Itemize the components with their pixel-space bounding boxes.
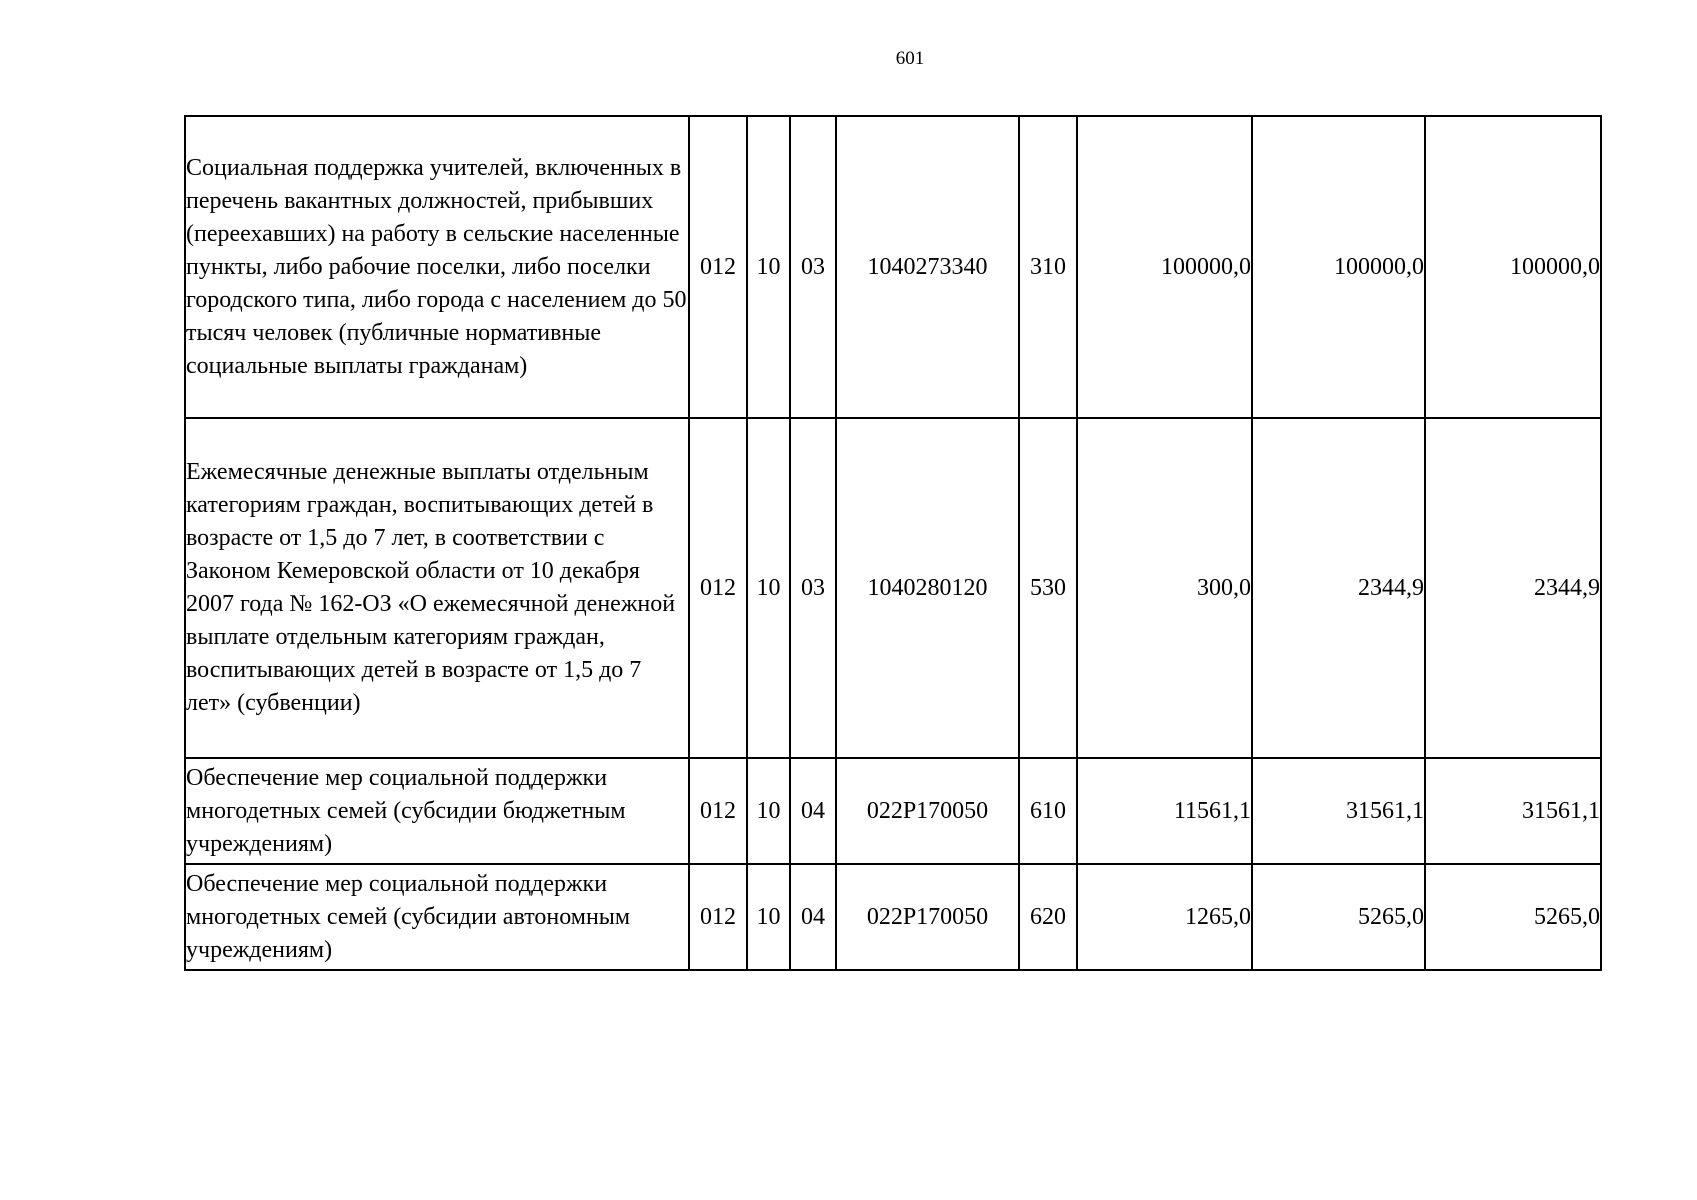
amount-year-3: 31561,1 <box>1425 758 1601 864</box>
row-description: Ежемесячные денежные выплаты отдельным категориям граждан, воспитывающих детей в возрасте от 1,5 до 7 лет, в соответствии с Законом Кемеровской области от 10 декабря 2007 года № 162-ОЗ «О ежемесячной денежной выплате отдельным категориям граждан, воспитывающих детей в возрасте от 1,5 до 7 лет» (субвенции) <box>185 418 689 758</box>
table-row <box>185 758 1601 864</box>
ministry-code: 012 <box>689 864 747 970</box>
expense-type-code: 610 <box>1019 758 1077 864</box>
amount-year-1: 300,0 <box>1077 418 1252 758</box>
amount-year-2: 2344,9 <box>1252 418 1425 758</box>
row-description: Социальная поддержка учителей, включенных в перечень вакантных должностей, прибывших (переехавших) на работу в сельские населенные пункты, либо рабочие поселки, либо поселки городского типа, либо города с населением до 50 тысяч человек (публичные нормативные социальные выплаты гражданам) <box>185 116 689 418</box>
section-code: 10 <box>747 116 790 418</box>
target-article-code: 1040273340 <box>836 116 1019 418</box>
target-article-code: 1040280120 <box>836 418 1019 758</box>
section-code: 10 <box>747 418 790 758</box>
amount-year-3: 2344,9 <box>1425 418 1601 758</box>
amount-year-3: 5265,0 <box>1425 864 1601 970</box>
amount-year-2: 31561,1 <box>1252 758 1425 864</box>
subsection-code: 04 <box>790 758 836 864</box>
table-row <box>185 864 1601 970</box>
subsection-code: 04 <box>790 864 836 970</box>
amount-year-3: 100000,0 <box>1425 116 1601 418</box>
page-number: 601 <box>895 48 925 69</box>
amount-year-1: 1265,0 <box>1077 864 1252 970</box>
table-row <box>185 116 1601 418</box>
table-row <box>185 418 1601 758</box>
budget-table <box>184 115 1602 971</box>
section-code: 10 <box>747 758 790 864</box>
ministry-code: 012 <box>689 758 747 864</box>
expense-type-code: 620 <box>1019 864 1077 970</box>
expense-type-code: 310 <box>1019 116 1077 418</box>
ministry-code: 012 <box>689 418 747 758</box>
subsection-code: 03 <box>790 418 836 758</box>
subsection-code: 03 <box>790 116 836 418</box>
section-code: 10 <box>747 864 790 970</box>
row-description: Обеспечение мер социальной поддержки многодетных семей (субсидии автономным учреждениям) <box>185 864 689 970</box>
row-description: Обеспечение мер социальной поддержки многодетных семей (субсидии бюджетным учреждениям) <box>185 758 689 864</box>
amount-year-2: 100000,0 <box>1252 116 1425 418</box>
target-article-code: 022P170050 <box>836 864 1019 970</box>
amount-year-1: 11561,1 <box>1077 758 1252 864</box>
amount-year-2: 5265,0 <box>1252 864 1425 970</box>
amount-year-1: 100000,0 <box>1077 116 1252 418</box>
expense-type-code: 530 <box>1019 418 1077 758</box>
ministry-code: 012 <box>689 116 747 418</box>
target-article-code: 022P170050 <box>836 758 1019 864</box>
